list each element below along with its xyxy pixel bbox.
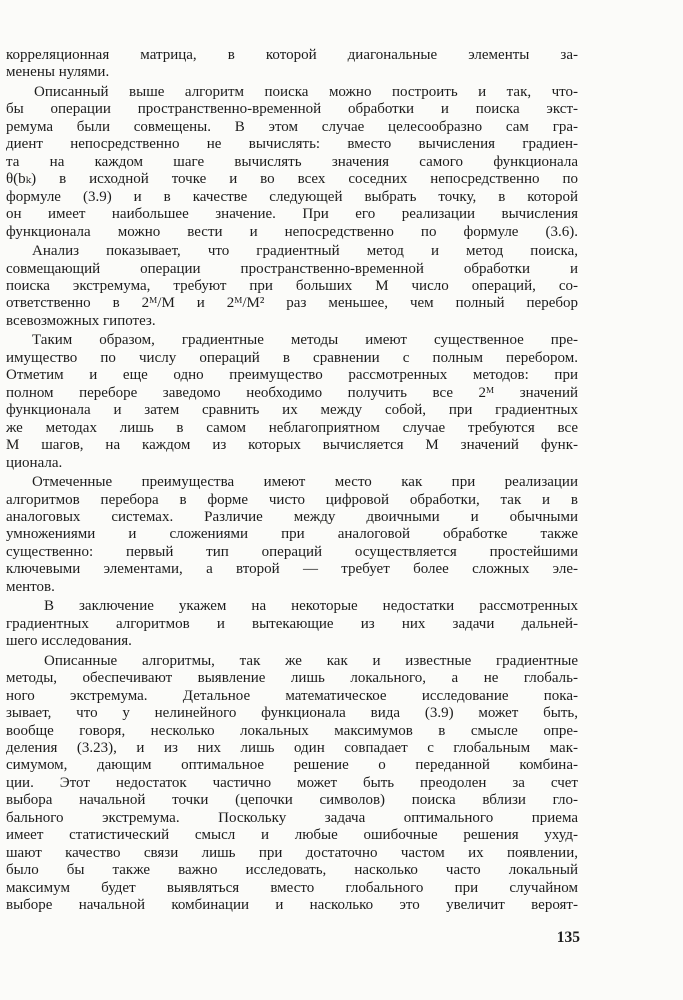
text-line: ного экстремума. Детальное математическое исследование пока- [6,687,578,704]
text-line: алгоритмов перебора в форме чисто цифровой обработки, так и в [6,491,578,508]
text-line: бального экстремума. Поскольку задача оптимального приема [6,809,578,826]
text-line: ментов. [6,578,55,595]
text-line: имеет статистический смысл и любые ошибочные решения ухуд- [6,827,578,844]
text-line: деления (3.23), и из них лишь один совпадает с глобальным мак- [6,740,578,756]
text-line: он имеет наибольшее значение. При его реализации вычисления [6,206,578,223]
text-line: функционала и затем сравнить их между собой, при градиентных [6,402,578,419]
text-line: менены нулями. [6,64,110,81]
text-line: выборе начальной комбинации и насколько это увеличит вероят- [6,897,578,913]
text-line: ционала. [6,454,63,471]
text-line: полном переборе заведомо необходимо получить все 2ᴹ значений [6,384,578,401]
paragraph-start-line: В заключение укажем на некоторые недостатки рассмотренных [44,598,578,615]
text-line: было бы также важно исследовать, насколько часто локальный [6,862,578,879]
text-line: зывает, что у нелинейного функционала вида (3.9) может быть, [6,705,578,722]
paragraph-start-line: Отмеченные преимущества имеют место как при реализации [32,474,578,491]
text-line: формуле (3.9) и в качестве следующей выбрать точку, в которой [6,188,578,205]
paragraph-start-line: Таким образом, градиентные методы имеют существенное пре- [32,332,578,349]
text-line: корреляционная матрица, в которой диагональные элементы за- [6,47,578,63]
text-line: вообще говоря, несколько локальных максимумов в смысле опре- [6,722,578,739]
text-line: шего исследования. [6,633,132,650]
text-line: M шагов, на каждом из которых вычисляется M значений функ- [6,437,578,454]
text-line: существенно: первый тип операций осуществляется простейшими [6,543,578,560]
text-line: всевозможных гипотез. [6,312,156,329]
text-line: методы, обеспечивают выявление лишь локального, а не глобаль- [6,670,578,687]
text-line: Отметим и еще одно преимущество рассмотренных методов: при [6,367,578,384]
text-line: симумом, дающим оптимальное решение о переданной комбина- [6,757,578,774]
text-line: ремума были совмещены. В этом случае целесообразно сам гра- [6,118,578,135]
text-line: ответственно в 2ᴹ/M и 2ᴹ/M² раз меньшее, чем полный перебор [6,295,578,312]
text-line: ции. Этот недостаток частично может быть преодолен за счет [6,774,578,791]
text-line: та на каждом шаге вычислять значения самого функционала [6,153,578,170]
page-number: 135 [556,929,580,946]
text-line: имущество по числу операций в сравнении с полным перебором. [6,349,578,366]
text-line: же методах лишь в самом неблагоприятном случае требуются все [6,419,578,436]
text-line: ключевыми элементами, а второй — требует более сложных эле- [6,561,578,578]
text-line: аналоговых системах. Различие между двоичными и обычными [6,509,578,525]
text-line: θ(bₖ) в исходной точке и во всех соседних непосредственно по [6,171,578,188]
text-line: функционала можно вести и непосредственно по формуле (3.6). [6,223,578,240]
paragraph-start-line: Анализ показывает, что градиентный метод и метод поиска, [32,243,578,260]
text-line: умножениями и сложениями при аналоговой обработке также [6,526,578,543]
paragraph-start-line: Описанные алгоритмы, так же как и известные градиентные [44,652,578,669]
text-line: бы операции пространственно-временной обработки и поиска экст- [6,101,578,118]
text-line: поиска экстремума, требуют при больших M число операций, со- [6,278,578,294]
text-line: максимум будет выявляться вместо глобального при случайном [6,879,578,896]
paragraph-start-line: Описанный выше алгоритм поиска можно построить и так, что- [34,84,578,100]
text-line: совмещающий операции пространственно-временной обработки и [6,260,578,277]
text-line: шают качество связи лишь при достаточно частом их появлении, [6,844,578,861]
text-line: выбора начальной точки (цепочки символов) поиска вблизи гло- [6,792,578,809]
text-line: градиентных алгоритмов и вытекающие из них задачи дальней- [6,615,578,632]
text-line: диент непосредственно не вычислять: вместо вычисления градиен- [6,136,578,153]
